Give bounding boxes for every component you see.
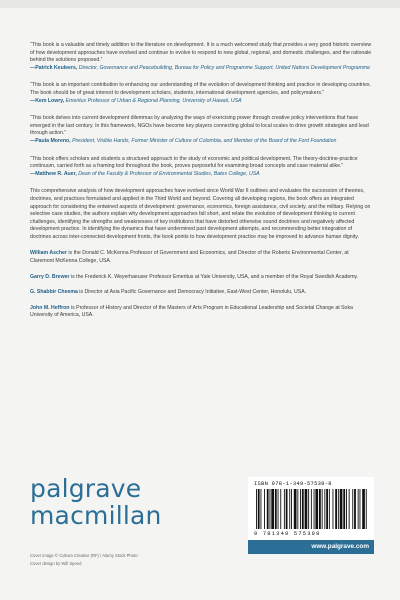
endorsement-text: “This book delves into current development dilemmas by analyzing the ways of exercising power through creative policy interventions that have emerged in the last century. In this framework, NGOs have become key players connecting global to local scales to drive growth strategies and lead through action.” bbox=[30, 115, 369, 137]
author-description: is Director at Asia Pacific Governance and Democracy Initiative, East-West Center, Honolulu, USA. bbox=[77, 289, 307, 296]
cover-design-credit: Cover design by Will Speed bbox=[30, 561, 82, 566]
endorsement bbox=[30, 42, 374, 72]
endorsement bbox=[30, 115, 374, 145]
endorser-name: Paula Moreno bbox=[35, 137, 70, 144]
author-name: John M. Heffron bbox=[30, 304, 70, 311]
publisher-website bbox=[248, 540, 374, 554]
author-name: William Ascher bbox=[30, 250, 67, 257]
endorsement bbox=[30, 82, 374, 105]
author-bio bbox=[30, 305, 374, 320]
endorsement-attribution bbox=[30, 138, 374, 146]
isbn-label: ISBN 978-1-349-57539-8 bbox=[254, 481, 332, 487]
endorsement-text: “This book offers scholars and students a structured approach to the study of economic and political development. The theory-doctrine-practice continuum, carried forth as a framing tool throughout the book, proves purposeful for examining broad concepts and case material alike.” bbox=[30, 155, 358, 170]
endorsement-attribution bbox=[30, 171, 374, 179]
back-cover-text bbox=[30, 42, 374, 328]
cover-image-credit: Cover image © Cultura Creative (RF) / Alamy Stock Photo bbox=[30, 553, 138, 558]
barcode-number: 9 781349 575398 bbox=[254, 531, 321, 537]
endorser-name: Kem Lowry bbox=[35, 97, 63, 104]
publisher-logo-line1: palgrave bbox=[30, 474, 142, 503]
endorser-role: Dean of the Faculty & Professor of Environmental Studies, Bates College, USA bbox=[78, 170, 260, 177]
attr-dash: — bbox=[30, 170, 36, 177]
author-bio bbox=[30, 289, 374, 297]
author-description: is Professor of History and Director of the Masters of Arts Program in Educational Leadership and Societal Change at Soka University of America, USA. bbox=[30, 304, 353, 319]
author-bio bbox=[30, 274, 374, 282]
attr-dash: — bbox=[30, 64, 36, 71]
cover-credits bbox=[30, 552, 138, 568]
attr-dash: — bbox=[30, 137, 36, 144]
publisher-logo bbox=[30, 476, 162, 528]
endorsement bbox=[30, 156, 374, 179]
barcode-panel bbox=[248, 477, 374, 540]
attr-separator: , bbox=[69, 137, 73, 144]
book-summary: This comprehensive analysis of how development approaches have evolved since World War II outlines and evaluates the succession of theories, doctrines, and practices formulated and applied in the Third World and beyond. Covering all developing regions, the book offers an integrated approach for considering the entwined aspects of development: governance, economics, foreign assistance, civil society, and the military. Relying on selective case studies, the authors explain why development approaches fall short, and relate the evolution of development thinking to current challenges, identifying the strengths and weaknesses of key institutions that have distorted otherwise sound doctrines and negatively affected development practice. In identifying the dynamics that have undermined past development attempts, and recommending better integration of doctrines across inter-connected development fronts, the book points to how development practice may be improved to advance human dignity. bbox=[30, 188, 371, 240]
author-bio bbox=[30, 250, 374, 265]
endorser-role: Emeritus Professor of Urban & Regional Planning, University of Hawaii, USA bbox=[65, 97, 242, 104]
attr-separator: , bbox=[75, 170, 79, 177]
endorser-role: Director, Governance and Peacebuilding, Bureau for Policy and Programme Support, United Nations Development Programme bbox=[78, 64, 370, 71]
attr-separator: , bbox=[75, 64, 79, 71]
publisher-logo-line2: macmillan bbox=[30, 501, 162, 530]
endorser-name: Patrick Keuleers bbox=[35, 64, 76, 71]
attr-dash: — bbox=[30, 97, 36, 104]
endorsement-attribution bbox=[30, 65, 374, 73]
barcode-icon bbox=[254, 489, 368, 531]
website-url: www.palgrave.com bbox=[311, 543, 369, 550]
top-edge bbox=[0, 0, 400, 8]
author-description: is the Donald C. McKenna Professor of Government and Economics, and Director of the Roberts Environmental Center, at Claremont McKenna College, USA. bbox=[30, 250, 349, 265]
endorsement-text: “This book is a valuable and timely addition to the literature on development. It is a much welcomed study that provides a very good historic overview of how development approaches have evolved and continue to evolve to respond to new global, regional, and domestic challenges, and the rationale behind the solutions proposed.” bbox=[30, 42, 372, 64]
author-description: is the Frederick K. Weyerhaeuser Professor Emeritus at Yale University, USA, and a member of the Royal Swedish Academy. bbox=[69, 273, 359, 280]
endorsement-attribution bbox=[30, 98, 374, 106]
author-name: G. Shabbir Cheema bbox=[30, 289, 78, 296]
author-name: Garry D. Brewer bbox=[30, 273, 70, 280]
attr-separator: , bbox=[62, 97, 66, 104]
endorser-name: Matthew R. Auer bbox=[35, 170, 76, 177]
endorser-role: President, Visible Hands, Former Minister of Culture of Colombia, and Member of the Board of the Ford Foundation bbox=[72, 137, 337, 144]
endorsement-text: “This book is an important contribution to enhancing our understanding of the evolution of development thinking and practice in developing countries. The book should be of great interest to development scholars, students, international development agencies, and policymakers.” bbox=[30, 82, 371, 96]
